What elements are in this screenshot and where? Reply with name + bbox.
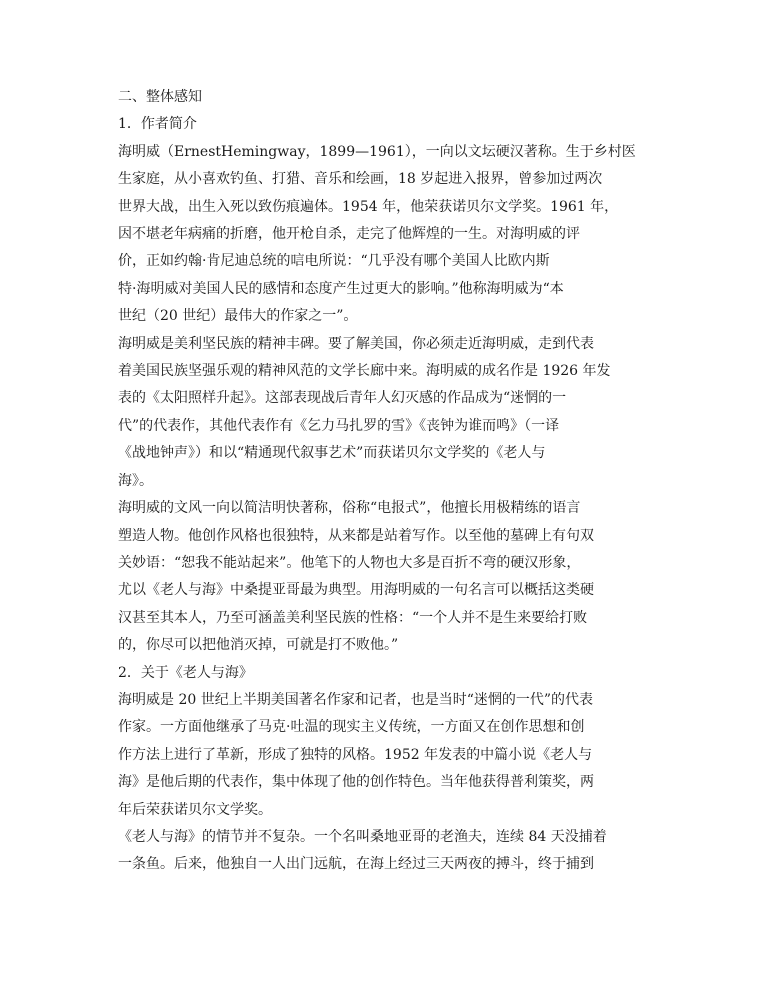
subsection-heading-book: 2．关于《老人与海》 (118, 664, 253, 681)
text-line: 作家。一方面他继承了马克·吐温的现实主义传统，一方面又在创作思想和创 (118, 719, 585, 736)
paragraph-plot (118, 824, 654, 879)
text-line: 因不堪老年病痛的折磨，他开枪自杀，走完了他辉煌的一生。对海明威的评 (118, 226, 580, 243)
text-line: 一条鱼。后来，他独自一人出门远航，在海上经过三天两夜的搏斗，终于捕到 (118, 856, 594, 873)
text-line: 海》。 (118, 472, 153, 489)
text-line: 海明威是 20 世纪上半期美国著名作家和记者，也是当时“迷惘的一代”的代表 (118, 691, 594, 708)
text-line: 汉甚至其本人，乃至可涵盖美利坚民族的性格：“一个人并不是生来要给打败 (118, 609, 588, 626)
text-line: 世界大战，出生入死以致伤痕遍体。1954 年，他荣获诺贝尔文学奖。1961 年， (118, 198, 619, 215)
text-line: 的，你尽可以把他消灭掉，可就是打不败他。” (118, 637, 399, 654)
paragraph-spiritual-monument (118, 331, 654, 495)
text-line: 关妙语：“恕我不能站起来”。他笔下的人物也大多是百折不弯的硬汉形象， (118, 554, 581, 571)
paragraph-author-intro (118, 139, 654, 331)
text-line: 表的《太阳照样升起》。这部表现战后青年人幻灭感的作品成为“迷惘的一 (118, 390, 567, 407)
text-line: 着美国民族坚强乐观的精神风范的文学长廊中来。海明威的成名作是 1926 年发 (118, 363, 611, 380)
text-line: 《战地钟声》）和以“精通现代叙事艺术”而获诺贝尔文学奖的《老人与 (118, 445, 546, 462)
text-line: 特·海明威对美国人民的感情和态度产生过更大的影响。”他称海明威为“本 (118, 280, 564, 297)
text-line: 年后荣获诺贝尔文学奖。 (118, 801, 272, 818)
text-line: 海明威是美利坚民族的精神丰碑。要了解美国，你必须走近海明威，走到代表 (118, 335, 594, 352)
document-page (118, 84, 654, 879)
text-line: 海明威（ErnestHemingway，1899—1961），一向以文坛硬汉著称。生于乡村医 (118, 143, 636, 160)
text-line: 作方法上进行了革新，形成了独特的风格。1952 年发表的中篇小说《老人与 (118, 746, 593, 763)
text-line: 价，正如约翰·肯尼迪总统的唁电所说：“几乎没有哪个美国人比欧内斯 (118, 253, 550, 270)
text-line: 代”的代表作，其他代表作有《乞力马扎罗的雪》《丧钟为谁而鸣》（一译 (118, 417, 560, 434)
paragraph-about-book (118, 687, 654, 824)
text-line: 海》是他后期的代表作，集中体现了他的创作特色。当年他获得普利策奖，两 (118, 774, 594, 791)
subsection-heading-author: 1．作者简介 (118, 116, 197, 133)
section-heading: 二、整体感知 (118, 89, 202, 105)
text-line: 世纪（20 世纪）最伟大的作家之一”。 (118, 308, 358, 325)
text-line: 塑造人物。他创作风格也很独特，从来都是站着写作。以至他的墓碑上有句双 (118, 527, 594, 544)
text-line: 尤以《老人与海》中桑提亚哥最为典型。用海明威的一句名言可以概括这类硬 (118, 582, 594, 599)
text-line: 《老人与海》的情节并不复杂。一个名叫桑地亚哥的老渔夫，连续 84 天没捕着 (118, 828, 607, 845)
paragraph-writing-style (118, 495, 654, 659)
text-line: 海明威的文风一向以简洁明快著称，俗称“电报式”，他擅长用极精练的语言 (118, 500, 581, 517)
text-line: 生家庭，从小喜欢钓鱼、打猎、音乐和绘画，18 岁起进入报界，曾参加过两次 (118, 171, 603, 188)
